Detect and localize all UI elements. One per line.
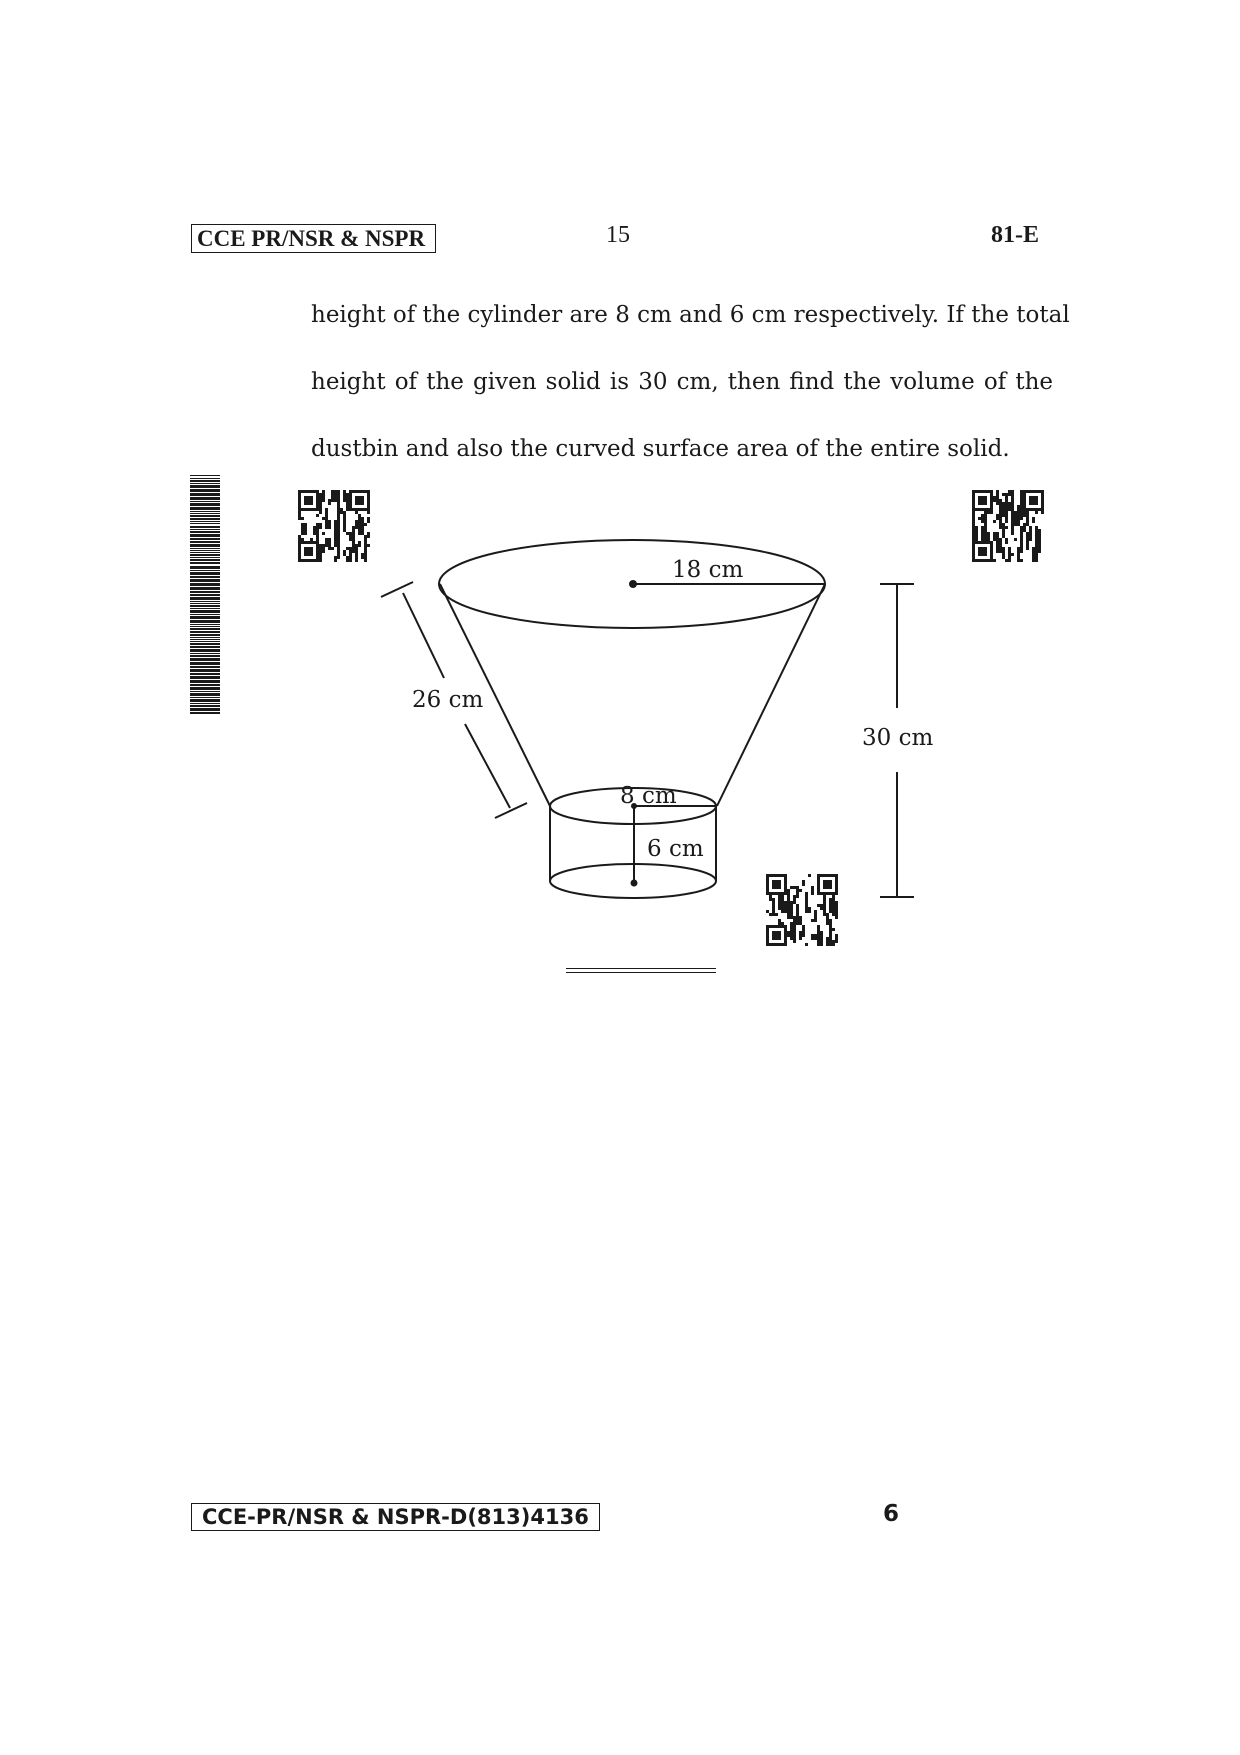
- frustum-right-side: [717, 584, 825, 806]
- question-line-1: height of the cylinder are 8 cm and 6 cm respectively. If the total: [311, 302, 1070, 328]
- slant-dimension-top: [403, 593, 444, 678]
- paper-code: 81-E: [991, 222, 1039, 248]
- barcode: [190, 475, 220, 720]
- top-center-point: [629, 580, 637, 588]
- qr-code-icon: [298, 490, 370, 562]
- slant-tick-top: [381, 582, 413, 597]
- slant-dimension-bottom: [465, 724, 510, 808]
- cylinder-height-label: 6 cm: [647, 836, 704, 862]
- total-height-label: 30 cm: [862, 725, 934, 751]
- question-line-3: dustbin and also the curved surface area of the entire solid.: [311, 436, 1010, 462]
- slant-label: 26 cm: [412, 687, 484, 713]
- cylinder-bottom-center-point: [631, 880, 638, 887]
- cylinder-radius-label: 8 cm: [620, 783, 677, 809]
- dustbin-figure: [370, 530, 960, 950]
- top-radius-label: 18 cm: [672, 557, 744, 583]
- section-end-rule: [566, 968, 716, 973]
- footer-code-box: CCE-PR/NSR & NSPR-D(813)4136: [191, 1503, 600, 1531]
- question-line-2: height of the given solid is 30 cm, then find the volume of the: [311, 369, 1053, 395]
- header-code-box: CCE PR/NSR & NSPR: [191, 224, 436, 253]
- footer-page-number: 6: [883, 1501, 900, 1527]
- qr-code-icon: [972, 490, 1044, 562]
- slant-tick-bottom: [495, 803, 527, 818]
- header-page-number: 15: [606, 222, 630, 248]
